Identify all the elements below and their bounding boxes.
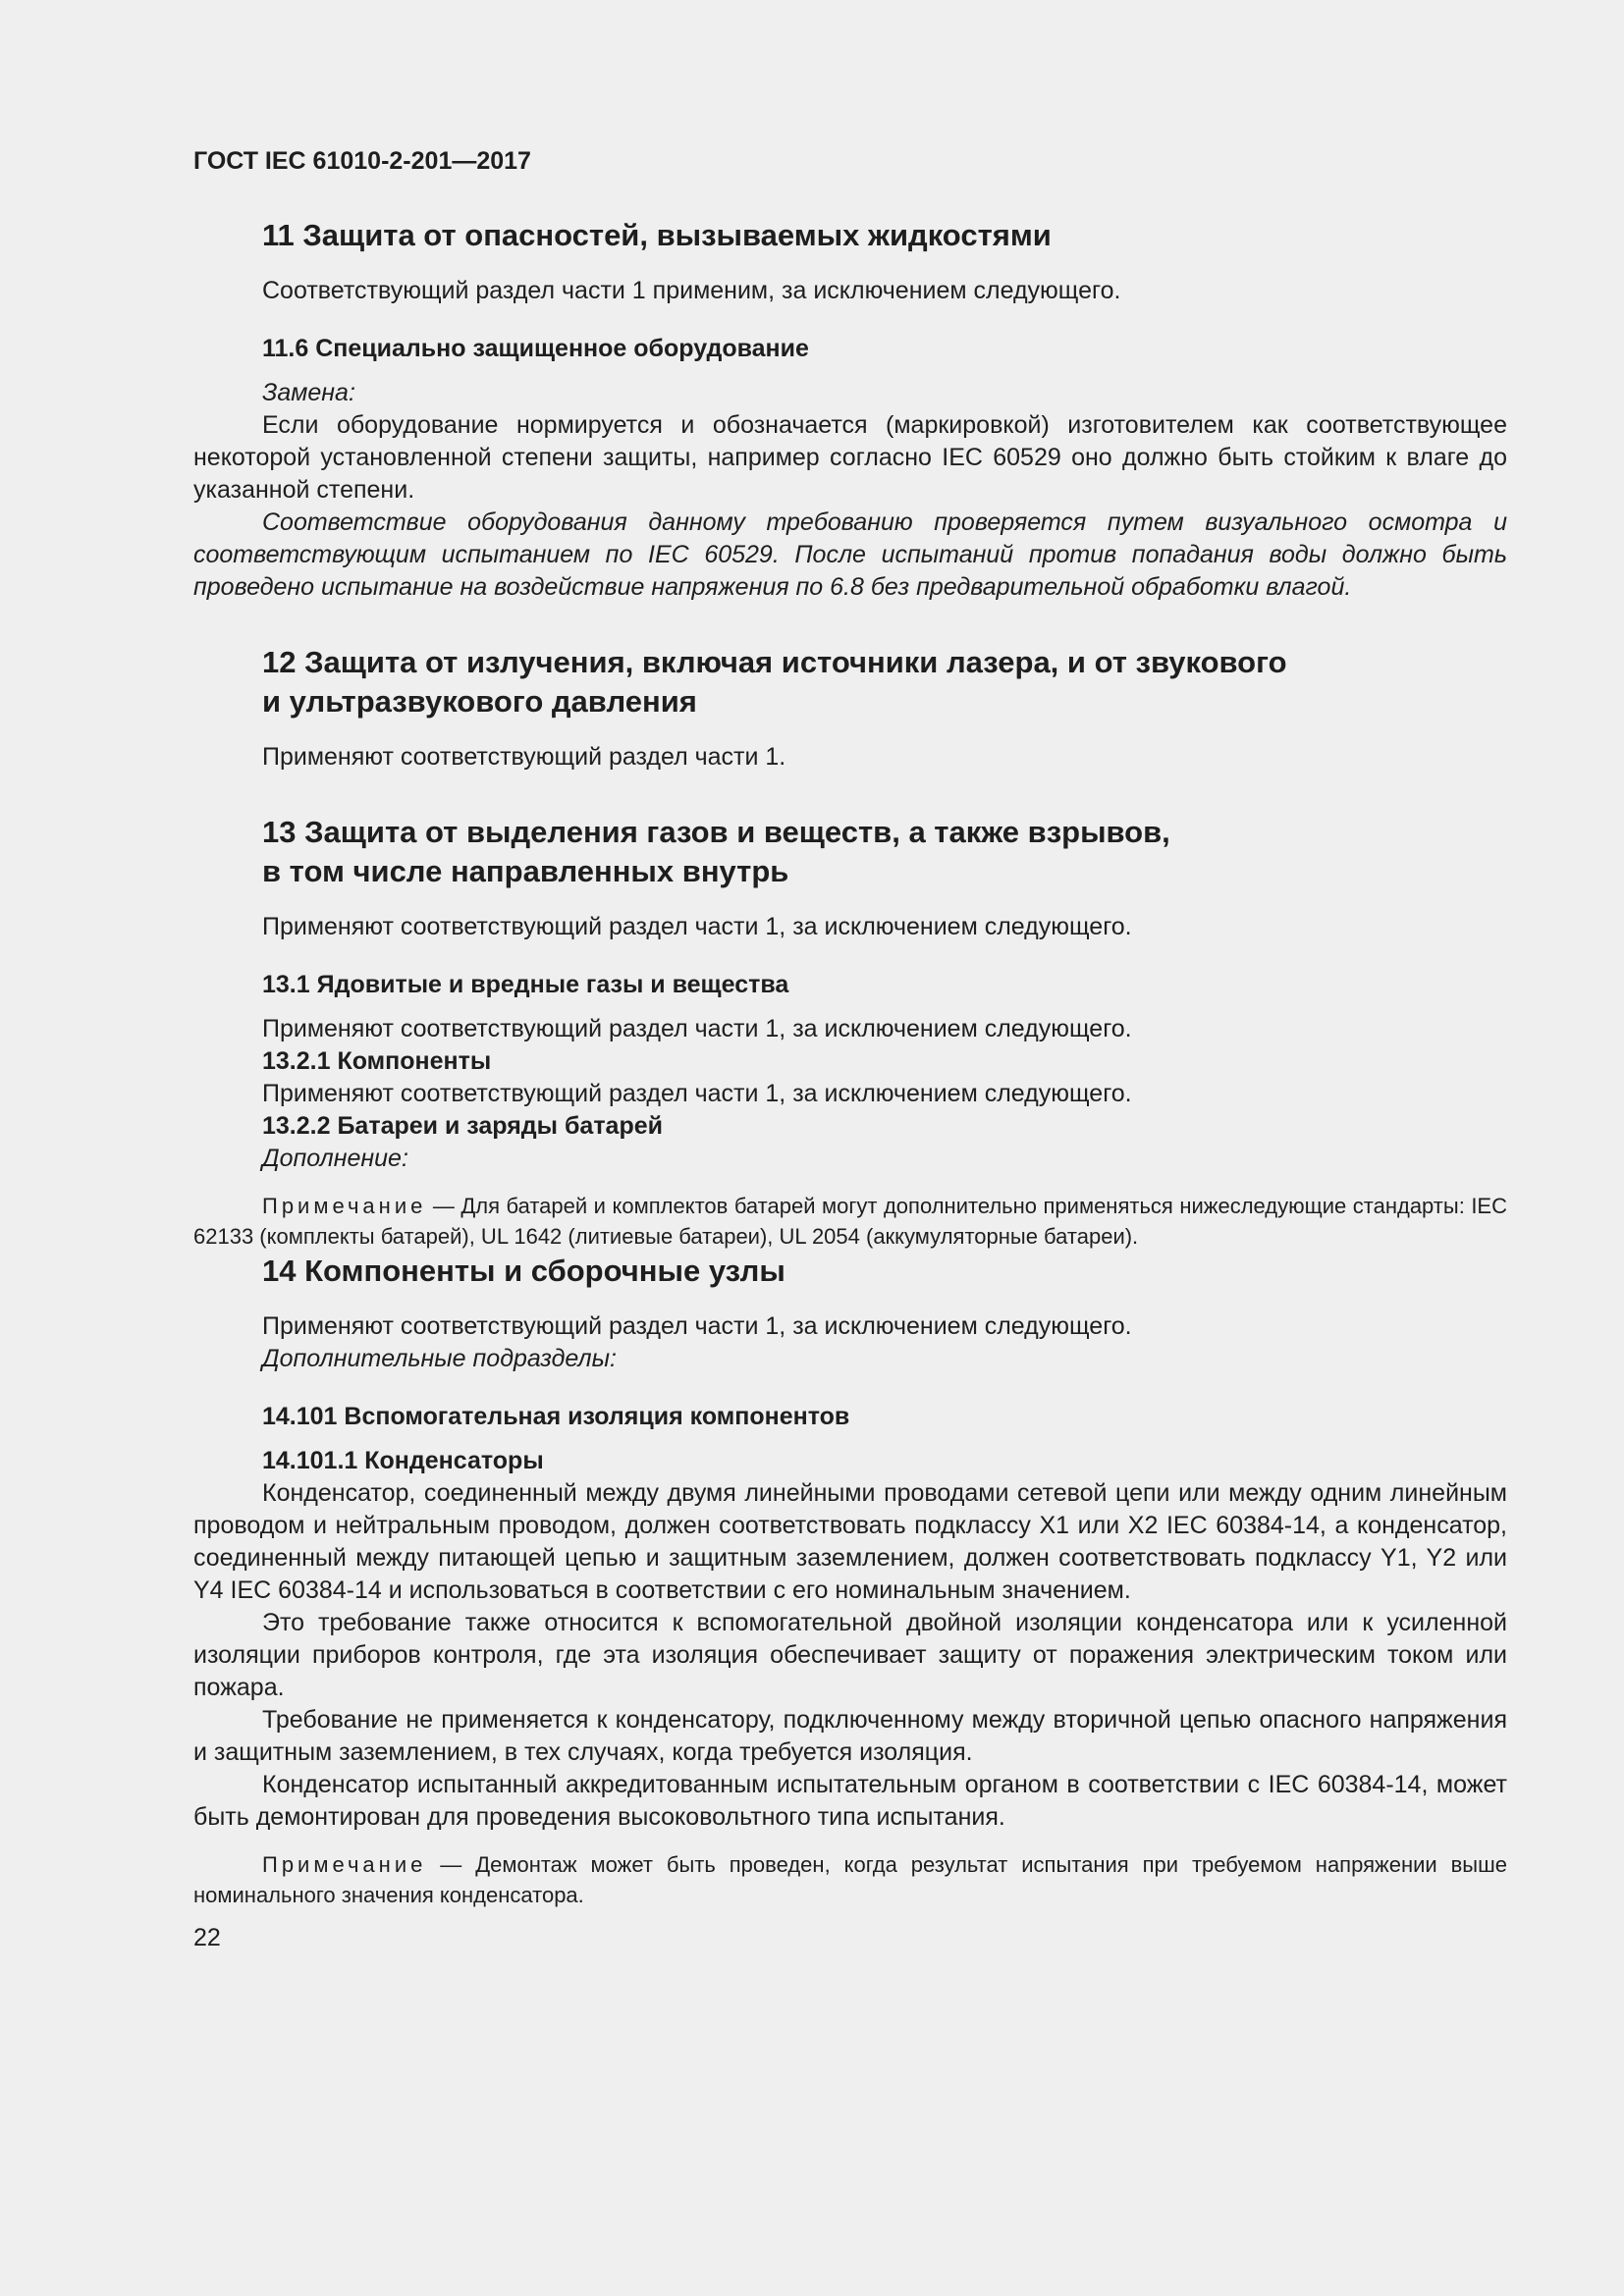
section-14-101-title: 14.101 Вспомогательная изоляция компонентов: [262, 1403, 850, 1430]
section-13-2-2-title: 13.2.2 Батареи и заряды батарей: [262, 1112, 664, 1140]
section-11-intro: Соответствующий раздел части 1 применим, за исключением следующего.: [262, 277, 1121, 304]
section-13-1-text: Применяют соответствующий раздел части 1, за исключением следующего.: [262, 1015, 1132, 1042]
note-label: Примечание: [262, 1194, 427, 1218]
page-number: 22: [193, 1924, 221, 1951]
section-11-6-text: Если оборудование нормируется и обозначается (маркировкой) изготовителем как соответствующее некоторой установленной степени защиты, например согласно IEC 60529 оно должно быть стойким к влаге до указанной степени.: [193, 411, 1507, 504]
section-13-title: [193, 813, 1507, 891]
section-12-title-line2: и ультразвукового давления: [262, 684, 697, 719]
running-header: ГОСТ IEC 61010-2-201—2017: [193, 147, 531, 175]
section-13-2-1-text: Применяют соответствующий раздел части 1, за исключением следующего.: [262, 1080, 1132, 1107]
section-13-intro: Применяют соответствующий раздел части 1, за исключением следующего.: [262, 913, 1132, 940]
section-13-2-1-title: 13.2.1 Компоненты: [262, 1047, 492, 1075]
note-text: — Демонтаж может быть проведен, когда результат испытания при требуемом напряжении выше номинального значения конденсатора.: [193, 1852, 1507, 1907]
section-11-title: 11 Защита от опасностей, вызываемых жидкостями: [262, 218, 1052, 252]
note-label: Примечание: [262, 1852, 427, 1877]
section-14-101-1-p2: Это требование также относится к вспомогательной двойной изоляции конденсатора или к усиленной изоляции приборов контроля, где эта изоляция обеспечивает защиту от поражения электрическим током или пожара.: [193, 1609, 1507, 1701]
section-13-2-2-label: Дополнение:: [262, 1145, 408, 1172]
section-12-intro: Применяют соответствующий раздел части 1.: [262, 743, 786, 771]
section-14-label: Дополнительные подразделы:: [262, 1345, 617, 1372]
section-13-1-title: 13.1 Ядовитые и вредные газы и вещества: [262, 971, 789, 998]
section-13-title-line1: 13 Защита от выделения газов и веществ, а также взрывов,: [262, 815, 1170, 849]
section-14-intro: Применяют соответствующий раздел части 1, за исключением следующего.: [262, 1312, 1132, 1340]
section-14-101-1-p1: Конденсатор, соединенный между двумя линейными проводами сетевой цепи или между одним линейным проводом и нейтральным проводом, должен соответствовать подклассу X1 или X2 IEC 60384-14, а конденсатор, соединенный между питающей цепью и защитным заземлением, должен соответствовать подклассу Y1, Y2 или Y4 IEC 60384-14 и использоваться в соответствии с его номинальным значением.: [193, 1479, 1507, 1604]
section-11-6-compliance: Соответствие оборудования данному требованию проверяется путем визуального осмотра и соответствующим испытанием по IEC 60529. После испытаний против попадания воды должно быть проведено испытание на воздействие напряжения по 6.8 без предварительной обработки влагой.: [193, 508, 1507, 601]
section-14-101-1-title: 14.101.1 Конденсаторы: [262, 1447, 544, 1474]
section-14-title: 14 Компоненты и сборочные узлы: [262, 1254, 785, 1288]
page-content: [193, 145, 1507, 1953]
section-11-6-title: 11.6 Специально защищенное оборудование: [262, 335, 809, 362]
section-12-title-line1: 12 Защита от излучения, включая источники лазера, и от звукового: [262, 645, 1287, 679]
section-11-6-label: Замена:: [262, 379, 355, 406]
section-13-title-line2: в том числе направленных внутрь: [262, 854, 789, 888]
section-12-title: [193, 643, 1507, 721]
section-14-101-1-note: [193, 1849, 1507, 1910]
section-13-2-2-note: [193, 1191, 1507, 1252]
section-14-101-1-p3: Требование не применяется к конденсатору, подключенному между вторичной цепью опасного напряжения и защитным заземлением, в тех случаях, когда требуется изоляция.: [193, 1706, 1507, 1766]
note-text: — Для батарей и комплектов батарей могут дополнительно применяться нижеследующие стандарты: IEC 62133 (комплекты батарей), UL 1642 (литиевые батареи), UL 2054 (аккумуляторные батареи).: [193, 1194, 1507, 1249]
section-14-101-1-p4: Конденсатор испытанный аккредитованным испытательным органом в соответствии с IEC 60384-14, может быть демонтирован для проведения высоковольтного типа испытания.: [193, 1771, 1507, 1831]
